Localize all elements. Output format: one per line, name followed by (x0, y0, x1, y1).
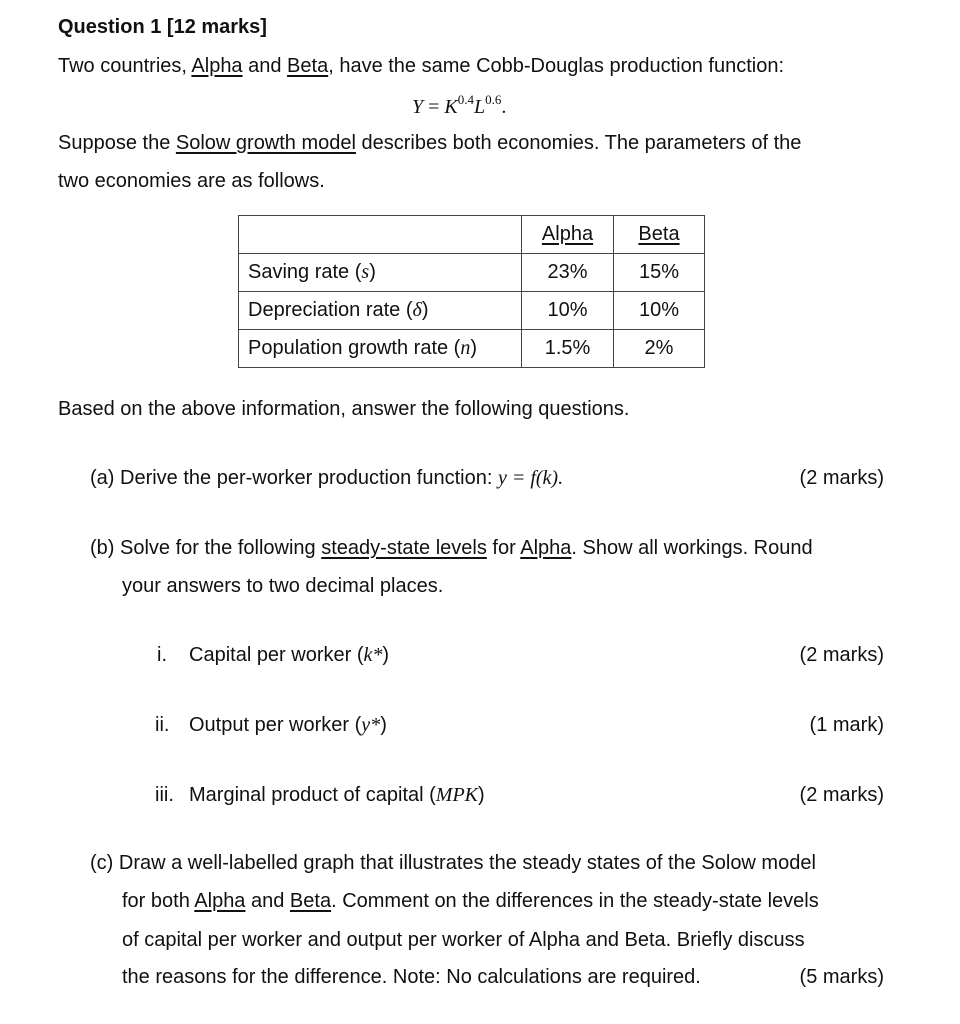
part-b-item-i: i. Capital per worker (k*) (157, 644, 390, 666)
part-c-line3: of capital per worker and output per worker of Alpha and Beta. Briefly discuss (122, 929, 805, 951)
parameters-table (238, 215, 705, 368)
country-alpha-link: Alpha (191, 55, 243, 77)
part-c-marks: (5 marks) (799, 966, 884, 988)
row-label: Depreciation rate (δ) (239, 292, 522, 330)
header-beta: Beta (614, 216, 705, 254)
part-a-marks: (2 marks) (799, 467, 884, 489)
cell-beta: 2% (614, 330, 705, 368)
steady-state-link: steady-state levels (321, 537, 487, 559)
table-header-row (239, 216, 705, 254)
country-beta-link: Beta (287, 55, 329, 77)
part-b-item-iii: iii. Marginal product of capital (MPK) (155, 784, 485, 806)
part-c-alpha-link: Alpha (194, 890, 246, 912)
suppose-pre: Suppose the (58, 132, 176, 154)
part-b-line1 (90, 537, 813, 560)
production-equation (412, 92, 506, 119)
cell-alpha: 1.5% (522, 330, 614, 368)
solow-link: Solow growth model (175, 132, 356, 154)
part-b-line2: your answers to two decimal places. (122, 575, 444, 597)
part-c-line1: (c) Draw a well-labelled graph that illustrates the steady states of the Solow model (90, 852, 816, 874)
intro-post: , have the same Cobb-Douglas production function: (328, 55, 785, 77)
part-c-line4: the reasons for the difference. Note: No calculations are required. (122, 966, 701, 988)
part-c-beta-link: Beta (289, 890, 332, 912)
part-b-post: . Show all workings. Round (571, 537, 813, 559)
row-label: Saving rate (s) (239, 254, 522, 292)
intro-and: and (242, 55, 288, 77)
instructions: Based on the above information, answer the following questions. (58, 398, 630, 420)
part-c-line2: for both Alpha and Beta. Comment on the differences in the steady-state levels (122, 890, 819, 912)
part-b-item-ii: ii. Output per worker (y*) (155, 714, 387, 736)
cell-beta: 15% (614, 254, 705, 292)
part-b-item-i-marks: (2 marks) (799, 644, 884, 666)
part-b-mid: for (486, 537, 521, 559)
suppose-line2: two economies are as follows. (58, 170, 325, 192)
header-alpha: Alpha (522, 216, 614, 254)
part-b-item-iii-marks: (2 marks) (799, 784, 884, 806)
table-row (239, 254, 705, 292)
eq-l-exp: 0.6 (485, 92, 502, 107)
cell-alpha: 23% (522, 254, 614, 292)
intro-pre: Two countries, (58, 55, 192, 77)
eq-k: K (444, 96, 458, 118)
row-label: Population growth rate (n) (239, 330, 522, 368)
table-row (239, 292, 705, 330)
suppose-line1 (58, 132, 801, 155)
eq-equals: = (423, 96, 445, 118)
part-a-formula: y = f(k). (497, 467, 564, 489)
part-b-item-ii-marks: (1 mark) (809, 714, 884, 736)
part-a (90, 467, 563, 490)
eq-l: L (474, 96, 486, 118)
table-row (239, 330, 705, 368)
part-b-pre: (b) Solve for the following (90, 537, 322, 559)
eq-k-exp: 0.4 (457, 92, 474, 107)
eq-end: . (501, 96, 507, 118)
alpha-link: Alpha (520, 537, 572, 559)
part-a-text: (a) Derive the per-worker production function: (90, 467, 498, 489)
question-title: Question 1 [12 marks] (58, 16, 267, 38)
cell-beta: 10% (614, 292, 705, 330)
cell-alpha: 10% (522, 292, 614, 330)
suppose-post: describes both economies. The parameters of the (355, 132, 802, 154)
eq-lhs: Y (412, 96, 424, 118)
table-corner (239, 216, 522, 254)
intro-line (58, 55, 784, 78)
